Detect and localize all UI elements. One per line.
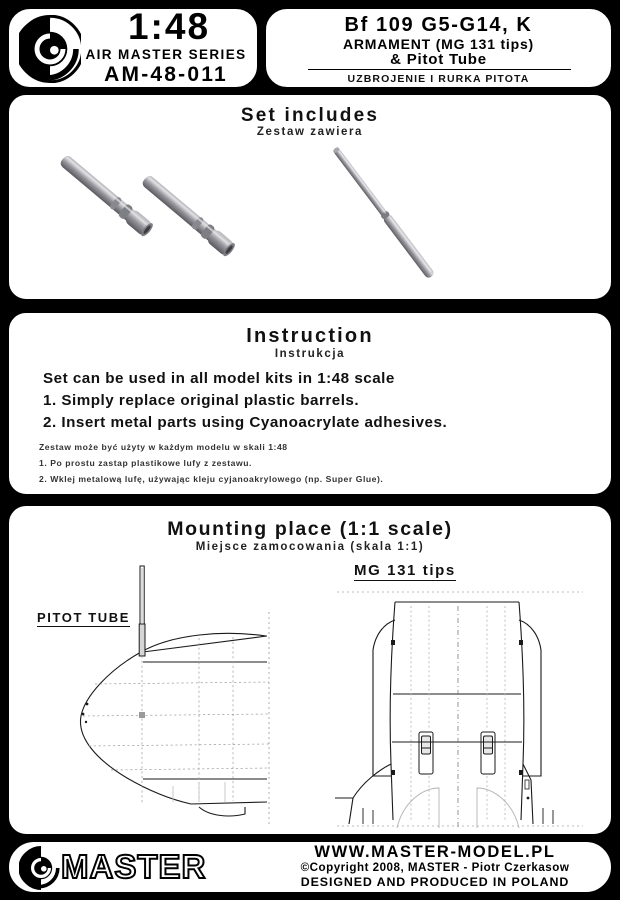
kit-title: Bf 109 G5-G14, K — [344, 14, 533, 36]
product-code: AM-48-011 — [104, 63, 228, 86]
header-divider — [308, 69, 571, 70]
kit-subtitle-armament: ARMAMENT (MG 131 tips) — [342, 36, 535, 52]
pitot-tube-label: PITOT TUBE — [37, 610, 131, 625]
instruction-panel — [8, 312, 612, 495]
mg131-tips-label: MG 131 tips — [354, 562, 456, 579]
instruction-line-pl-2: 2. Wklej metalową lufę, używając kleju cyjanoakrylowego (np. Super Glue). — [39, 474, 384, 484]
instruction-subtitle: Instrukcja — [274, 348, 346, 360]
set-includes-title: Set includes — [240, 105, 380, 126]
mounting-title: Mounting place (1:1 scale) — [167, 518, 453, 540]
scale-value: 1:48 — [127, 6, 211, 47]
set-includes-panel — [8, 94, 612, 300]
master-brand-wordmark: MASTER — [61, 848, 207, 885]
website-url: WWW.MASTER-MODEL.PL — [314, 843, 556, 861]
set-includes-subtitle: Zestaw zawiera — [256, 126, 364, 138]
instruction-line-en-1: 1. Simply replace original plastic barrels. — [43, 392, 360, 409]
instruction-line-pl-0: Zestaw może być użyty w każdym modelu w skali 1:48 — [39, 442, 288, 452]
instruction-line-en-2: 2. Insert metal parts using Cyanoacrylate adhesives. — [43, 414, 448, 431]
mounting-place-panel — [8, 505, 612, 835]
master-spiral-logo-icon — [19, 846, 63, 890]
origin-text: DESIGNED AND PRODUCED IN POLAND — [300, 875, 570, 889]
kit-subtitle-polish: UZBROJENIE I RURKA PITOTA — [347, 73, 530, 85]
copyright-text: ©Copyright 2008, MASTER - Piotr Czerkasow — [300, 861, 570, 874]
mounting-subtitle: Miejsce zamocowania (skala 1:1) — [195, 541, 425, 553]
kit-subtitle-pitot: & Pitot Tube — [390, 51, 487, 68]
footer-panel — [8, 841, 612, 893]
master-spiral-logo-icon — [19, 15, 81, 83]
instruction-title: Instruction — [246, 325, 374, 347]
instruction-line-en-0: Set can be used in all model kits in 1:48 scale — [43, 370, 395, 387]
instruction-line-pl-1: 1. Po prostu zastap plastikowe lufy z zestawu. — [39, 458, 252, 468]
header-scale-panel — [8, 8, 258, 88]
parts-illustration — [9, 140, 613, 298]
header-title-panel — [265, 8, 612, 88]
series-name: AIR MASTER SERIES — [85, 47, 247, 62]
